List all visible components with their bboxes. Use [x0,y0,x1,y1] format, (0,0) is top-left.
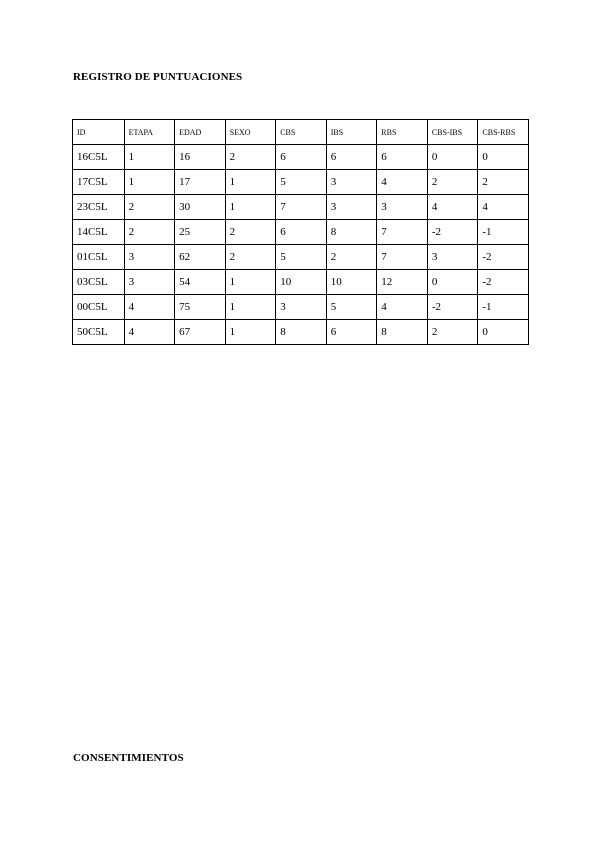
cell-etapa: 1 [124,145,175,170]
cell-edad: 75 [175,295,226,320]
table-row [73,295,529,320]
cell-sexo: 1 [225,270,276,295]
cell-cbs-rbs: -1 [478,220,529,245]
cell-cbs: 5 [276,170,327,195]
cell-cbs-ibs: 0 [427,270,478,295]
cell-etapa: 4 [124,295,175,320]
cell-edad: 17 [175,170,226,195]
cell-cbs: 3 [276,295,327,320]
cell-cbs: 10 [276,270,327,295]
cell-ibs: 3 [326,170,377,195]
table-row [73,170,529,195]
cell-cbs-ibs: 4 [427,195,478,220]
table-header-row [73,120,529,145]
cell-cbs-ibs: -2 [427,220,478,245]
cell-edad: 62 [175,245,226,270]
cell-id: 17C5L [73,170,125,195]
table-row [73,220,529,245]
cell-etapa: 3 [124,245,175,270]
cell-id: 16C5L [73,145,125,170]
cell-rbs: 7 [377,220,428,245]
cell-edad: 25 [175,220,226,245]
cell-edad: 30 [175,195,226,220]
table-row [73,195,529,220]
header-cbs-rbs: CBS-RBS [478,120,529,145]
cell-ibs: 6 [326,320,377,345]
cell-sexo: 1 [225,195,276,220]
cell-id: 23C5L [73,195,125,220]
cell-cbs-rbs: 0 [478,145,529,170]
cell-rbs: 3 [377,195,428,220]
cell-cbs: 7 [276,195,327,220]
cell-edad: 67 [175,320,226,345]
header-ibs: IBS [326,120,377,145]
cell-ibs: 8 [326,220,377,245]
cell-ibs: 5 [326,295,377,320]
scores-table-header [73,120,529,145]
cell-cbs-ibs: 2 [427,170,478,195]
header-cbs-ibs: CBS-IBS [427,120,478,145]
cell-edad: 16 [175,145,226,170]
section-title-registro-puntuaciones: REGISTRO DE PUNTUACIONES [73,71,243,83]
cell-cbs-ibs: -2 [427,295,478,320]
cell-cbs-rbs: -1 [478,295,529,320]
cell-ibs: 10 [326,270,377,295]
header-sexo: SEXO [225,120,276,145]
cell-sexo: 1 [225,320,276,345]
cell-edad: 54 [175,270,226,295]
cell-sexo: 2 [225,220,276,245]
cell-rbs: 6 [377,145,428,170]
cell-etapa: 2 [124,195,175,220]
cell-rbs: 4 [377,295,428,320]
table-row [73,320,529,345]
cell-sexo: 2 [225,245,276,270]
cell-cbs-rbs: 2 [478,170,529,195]
cell-etapa: 2 [124,220,175,245]
header-rbs: RBS [377,120,428,145]
cell-cbs-ibs: 2 [427,320,478,345]
table-row [73,145,529,170]
header-id: ID [73,120,125,145]
cell-etapa: 1 [124,170,175,195]
table-row [73,245,529,270]
cell-etapa: 3 [124,270,175,295]
cell-cbs: 6 [276,220,327,245]
cell-cbs-ibs: 0 [427,145,478,170]
cell-ibs: 3 [326,195,377,220]
cell-sexo: 1 [225,295,276,320]
cell-cbs: 5 [276,245,327,270]
cell-sexo: 1 [225,170,276,195]
cell-cbs-ibs: 3 [427,245,478,270]
cell-cbs-rbs: -2 [478,270,529,295]
cell-ibs: 6 [326,145,377,170]
table-row [73,270,529,295]
section-title-consentimientos: CONSENTIMIENTOS [73,752,184,764]
cell-id: 50C5L [73,320,125,345]
cell-id: 03C5L [73,270,125,295]
cell-id: 01C5L [73,245,125,270]
cell-rbs: 8 [377,320,428,345]
cell-rbs: 12 [377,270,428,295]
cell-ibs: 2 [326,245,377,270]
cell-cbs-rbs: 4 [478,195,529,220]
cell-etapa: 4 [124,320,175,345]
cell-cbs: 8 [276,320,327,345]
header-cbs: CBS [276,120,327,145]
scores-table-body [73,145,529,345]
cell-rbs: 4 [377,170,428,195]
cell-id: 00C5L [73,295,125,320]
header-edad: EDAD [175,120,226,145]
cell-sexo: 2 [225,145,276,170]
cell-id: 14C5L [73,220,125,245]
header-etapa: ETAPA [124,120,175,145]
cell-cbs: 6 [276,145,327,170]
cell-cbs-rbs: 0 [478,320,529,345]
cell-rbs: 7 [377,245,428,270]
cell-cbs-rbs: -2 [478,245,529,270]
scores-table [72,119,529,345]
